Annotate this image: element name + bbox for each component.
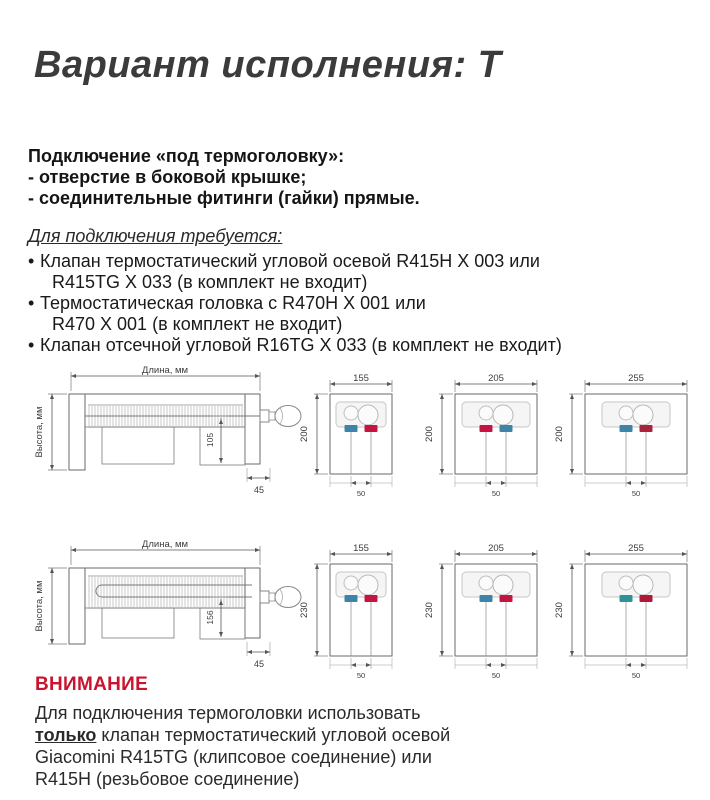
requirement-line: R415TG X 033 (в комплект не входит) — [52, 272, 368, 292]
connection-item: - отверстие в боковой крышке; — [28, 167, 307, 187]
right-connection-marker — [500, 595, 513, 602]
cross-section-255x230 — [551, 542, 697, 687]
cross-section-155x230 — [296, 542, 402, 687]
requirement-text — [40, 335, 562, 356]
left-connection-marker — [620, 595, 633, 602]
requirements-heading: Для подключения требуется: — [28, 226, 283, 246]
right-connection-marker — [640, 425, 653, 432]
connection-item: - соединительные фитинги (гайки) прямые. — [28, 188, 420, 208]
connection-heading: Подключение «под термоголовку»: — [28, 146, 345, 166]
right-connection-marker — [365, 425, 378, 432]
dim-vheight-label: Высота, мм — [34, 406, 45, 458]
dim-height-label: 230 — [299, 602, 310, 618]
left-connection-marker — [345, 595, 358, 602]
warning-text — [35, 702, 450, 790]
dim-width-label: 255 — [628, 543, 644, 554]
right-connection-marker — [640, 595, 653, 602]
dim-vheight-label: Высота, мм — [34, 580, 45, 632]
side-view-diagram-row2 — [14, 538, 306, 683]
dim-offset-label: 45 — [253, 659, 265, 669]
list-item — [28, 335, 562, 356]
cross-section-drawing — [296, 542, 402, 682]
cross-section-205x200 — [421, 372, 547, 505]
connection-note — [28, 146, 420, 209]
cross-section-155x200 — [296, 372, 402, 505]
left-connection-marker — [480, 595, 493, 602]
dim-spacing-label: 50 — [631, 489, 641, 498]
dim-height-label: 200 — [554, 426, 565, 442]
dim-height-label: 200 — [299, 426, 310, 442]
dim-width-label: 155 — [353, 543, 369, 554]
dim-inner-height-label: 105 — [205, 432, 215, 448]
requirement-line: Клапан термостатический угловой осевой R415H X 003 или — [40, 251, 540, 271]
emphasis-word: только — [35, 725, 97, 745]
requirement-line: Термостатическая головка с R470H X 001 или — [40, 293, 426, 313]
dim-height-label: 230 — [554, 602, 565, 618]
dim-spacing-label: 50 — [356, 489, 366, 498]
dim-spacing-label: 50 — [356, 671, 366, 680]
warning-line — [35, 724, 450, 746]
right-connection-marker — [500, 425, 513, 432]
dim-spacing-label: 50 — [491, 489, 501, 498]
dim-height-label: 230 — [424, 602, 435, 618]
requirements-section — [28, 226, 562, 356]
warning-line: Для подключения термоголовки использовать — [35, 703, 421, 723]
list-item — [28, 251, 562, 293]
requirement-line: Клапан отсечной угловой R16TG X 033 (в комплект не входит) — [40, 335, 562, 355]
requirement-line: R470 X 001 (в комплект не входит) — [52, 314, 343, 334]
cross-section-drawing — [551, 542, 697, 682]
dim-length-label: Длина, мм — [141, 365, 189, 376]
list-item — [28, 293, 562, 335]
warning-title: ВНИМАНИЕ — [35, 674, 149, 695]
right-connection-marker — [365, 595, 378, 602]
cross-section-drawing — [551, 372, 697, 500]
requirement-text — [40, 251, 540, 293]
cross-section-drawing — [296, 372, 402, 500]
dim-inner-height-label: 156 — [205, 610, 215, 625]
dim-width-label: 255 — [628, 373, 644, 384]
dim-width-label: 155 — [353, 373, 369, 384]
dim-length-label: Длина, мм — [141, 539, 189, 550]
cross-section-drawing — [421, 542, 547, 682]
side-view-diagram-row1 — [14, 364, 306, 509]
dim-spacing-label: 50 — [631, 671, 641, 680]
dim-width-label: 205 — [488, 373, 504, 384]
left-connection-marker — [345, 425, 358, 432]
cross-section-drawing — [421, 372, 547, 500]
warning-line-rest: клапан термостатический угловой осевой — [96, 725, 451, 745]
dim-offset-label: 45 — [253, 485, 265, 495]
side-view-drawing — [14, 538, 306, 678]
left-connection-marker — [480, 425, 493, 432]
cross-section-255x200 — [551, 372, 697, 505]
dim-spacing-label: 50 — [491, 671, 501, 680]
dim-height-label: 200 — [424, 426, 435, 442]
cross-section-205x230 — [421, 542, 547, 687]
left-connection-marker — [620, 425, 633, 432]
bullet-icon: • — [28, 335, 35, 355]
requirement-text — [40, 293, 426, 335]
page-title: Вариант исполнения: Т — [34, 44, 502, 86]
bullet-icon: • — [28, 293, 35, 313]
side-view-drawing — [14, 364, 306, 504]
warning-line: Giacomini R415TG (клипсовое соединение) или — [35, 747, 432, 767]
warning-line: R415H (резьбовое соединение) — [35, 769, 300, 789]
bullet-icon: • — [28, 251, 35, 271]
dim-width-label: 205 — [488, 543, 504, 554]
